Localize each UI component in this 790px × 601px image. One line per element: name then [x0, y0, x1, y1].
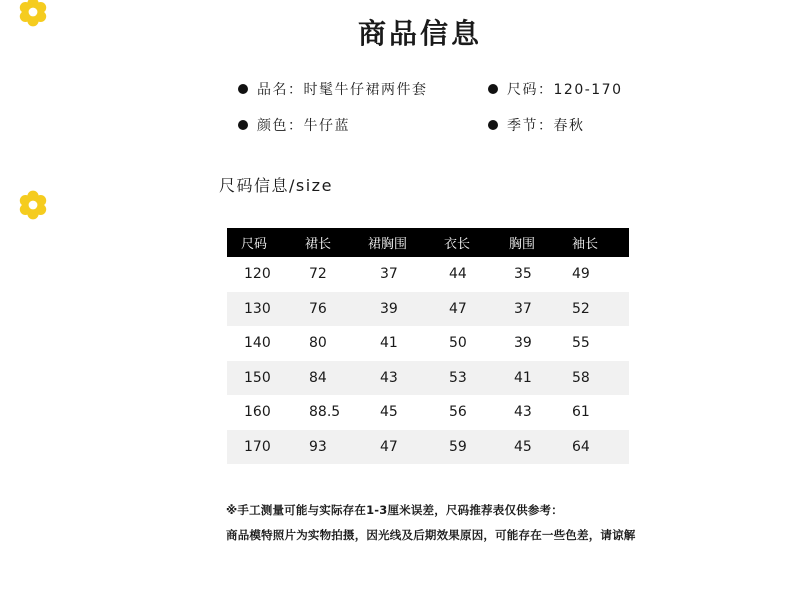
color-difference-note: 商品模特照片为实物拍摄，因光线及后期效果原因，可能存在一些色差，请谅解	[226, 528, 636, 542]
table-cell: 39	[368, 292, 444, 327]
table-cell: 53	[444, 361, 509, 396]
table-cell: 37	[380, 266, 398, 283]
table-cell: 47	[368, 430, 444, 465]
bullet-icon	[238, 84, 248, 94]
table-row	[227, 257, 629, 292]
table-row	[227, 292, 629, 327]
table-header-cell: 尺码	[227, 228, 305, 257]
table-header-cell: 裙胸围	[368, 228, 444, 257]
product-size-text: 尺码：120-170	[507, 82, 623, 98]
bullet-icon	[488, 120, 498, 130]
flower-decoration-icon	[17, 189, 49, 221]
size-table	[227, 228, 629, 464]
product-season-item	[488, 115, 585, 135]
table-cell: 56	[449, 404, 467, 421]
product-name-text: 品名：时髦牛仔裙两件套	[257, 82, 428, 98]
table-cell: 160	[244, 404, 271, 421]
product-season-text: 季节：春秋	[507, 118, 585, 134]
table-cell: 49	[572, 266, 590, 283]
table-cell: 120	[244, 266, 271, 283]
table-cell: 88.5	[309, 404, 341, 421]
table-header-row	[227, 228, 629, 257]
table-cell: 43	[514, 404, 532, 421]
product-size-item	[488, 79, 623, 99]
table-row	[227, 430, 629, 465]
bullet-icon	[238, 120, 248, 130]
table-cell: 93	[305, 430, 368, 465]
table-cell: 45	[380, 404, 398, 421]
product-color-item	[238, 115, 350, 135]
table-cell: 45	[509, 430, 572, 465]
table-cell: 170	[227, 430, 305, 465]
table-cell: 140	[244, 335, 271, 352]
table-cell: 35	[514, 266, 532, 283]
table-cell: 52	[572, 292, 629, 327]
table-cell: 80	[309, 335, 327, 352]
table-cell: 76	[305, 292, 368, 327]
table-cell: 72	[309, 266, 327, 283]
table-header-cell: 裙长	[305, 228, 368, 257]
table-cell: 61	[572, 404, 590, 421]
table-cell: 55	[572, 335, 590, 352]
table-cell: 41	[380, 335, 398, 352]
table-cell: 37	[509, 292, 572, 327]
table-row	[227, 361, 629, 396]
table-cell: 150	[227, 361, 305, 396]
table-cell: 44	[449, 266, 467, 283]
product-name-item	[238, 79, 428, 99]
product-color-text: 颜色：牛仔蓝	[257, 118, 350, 134]
table-cell: 39	[514, 335, 532, 352]
table-cell: 43	[368, 361, 444, 396]
table-cell: 41	[509, 361, 572, 396]
table-row	[227, 326, 629, 361]
table-cell: 58	[572, 361, 629, 396]
table-cell: 84	[305, 361, 368, 396]
table-header-cell: 胸围	[509, 228, 572, 257]
table-cell: 47	[444, 292, 509, 327]
table-cell: 50	[449, 335, 467, 352]
page-title: 商品信息	[357, 17, 482, 50]
size-section-heading: 尺码信息/size	[219, 176, 333, 195]
table-header-cell: 衣长	[444, 228, 509, 257]
bullet-icon	[488, 84, 498, 94]
table-row	[227, 395, 629, 430]
table-cell: 59	[444, 430, 509, 465]
table-cell: 64	[572, 430, 629, 465]
table-cell: 130	[227, 292, 305, 327]
table-header-cell: 袖长	[572, 228, 629, 257]
measurement-note: ※手工测量可能与实际存在1-3厘米误差，尺码推荐表仅供参考：	[226, 503, 563, 517]
